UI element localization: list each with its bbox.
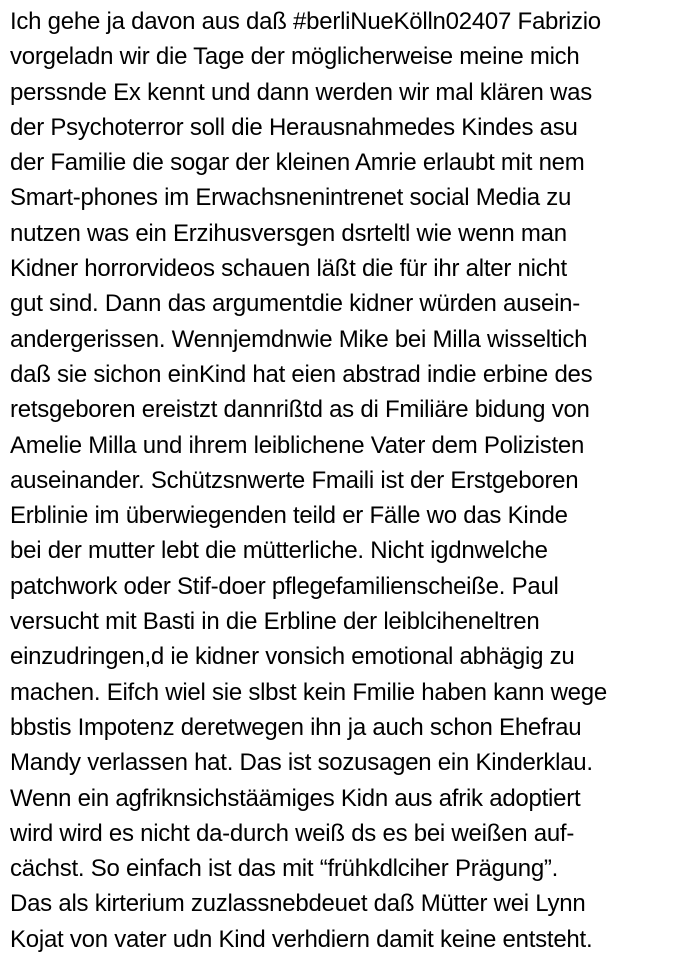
text-line: machen. Eifch wiel sie slbst kein Fmilie haben kann wege xyxy=(10,678,607,706)
text-line: der Familie die sogar der kleinen Amrie erlaubt mit nem xyxy=(10,149,585,177)
body-text xyxy=(10,4,680,957)
text-line: daß sie sichon einKind hat eien abstrad indie erbine des xyxy=(10,360,593,388)
text-line: perssnde Ex kennt und dann werden wir mal klären was xyxy=(10,78,592,106)
text-line: auseinander. Schützsnwerte Fmaili ist der Erstgeboren xyxy=(10,466,579,494)
text-line: Erblinie im überwiegenden teild er Fälle wo das Kinde xyxy=(10,502,568,530)
text-line: Ich gehe ja davon aus daß #berliNueKölln02407 Fabrizio xyxy=(10,8,601,35)
text-line: Smart-phones im Erwachsnenintrenet social Media zu xyxy=(10,184,572,212)
text-line: Das als kirterium zuzlassnebdeuet daß Mütter wei Lynn xyxy=(10,890,586,918)
text-line: Kidner horrorvideos schauen läßt die für ihr alter nicht xyxy=(10,255,567,283)
text-line: Wenn ein agfriknsichstäämiges Kidn aus afrik adoptiert xyxy=(10,784,581,812)
text-line: einzudringen,d ie kidner vonsich emotional abhägig zu xyxy=(10,643,575,671)
text-line: patchwork oder Stif-doer pflegefamilienscheiße. Paul xyxy=(10,572,559,600)
text-line: der Psychoterror soll die Herausnahmedes Kindes asu xyxy=(10,113,578,141)
text-line: versucht mit Basti in die Erbline der leiblciheneltren xyxy=(10,608,540,636)
text-line: cächst. So einfach ist das mit “frühkdlciher Prägung”. xyxy=(10,855,559,883)
text-line: vorgeladn wir die Tage der möglicherweise meine mich xyxy=(10,43,580,71)
text-line: Kojat von vater udn Kind verhdiern damit keine entsteht. xyxy=(10,925,593,953)
text-line: bbstis Impotenz deretwegen ihn ja auch schon Ehefrau xyxy=(10,713,582,741)
text-line: retsgeboren ereistzt dannrißtd as di Fmiliäre bidung von xyxy=(10,396,590,424)
text-line: wird wird es nicht da-durch weiß ds es bei weißen auf- xyxy=(10,819,575,847)
text-line: Amelie Milla und ihrem leiblichene Vater dem Polizisten xyxy=(10,431,585,459)
text-line: gut sind. Dann das argumentdie kidner würden ausein- xyxy=(10,290,581,318)
text-line: bei der mutter lebt die mütterliche. Nicht igdnwelche xyxy=(10,537,548,565)
text-line: andergerissen. Wennjemdnwie Mike bei Milla wisseltich xyxy=(10,325,588,353)
text-line: Mandy verlassen hat. Das ist sozusagen ein Kinderklau. xyxy=(10,749,593,777)
text-line: nutzen was ein Erzihusversgen dsrteltl wie wenn man xyxy=(10,219,567,247)
